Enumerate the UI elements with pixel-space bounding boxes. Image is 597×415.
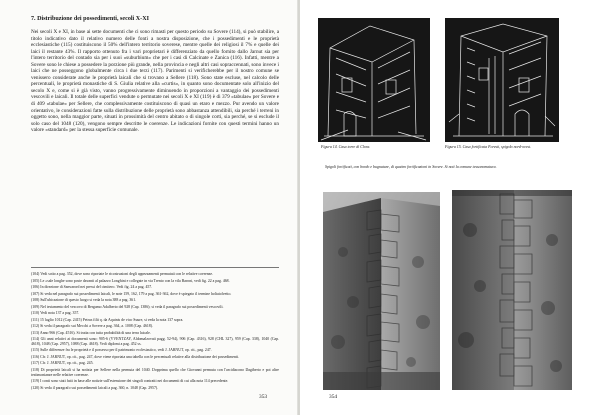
footnote: (111) 15 luglio 1012 (Cap. 2415) Petrus filii q. da Aquinis de vico Suure, si veda la nota 137 sopra.	[31, 317, 184, 322]
footnote: (115) Sulle differenze fra le proprietà e il possesso per il patrimonio ecclesiastico, vedi J. JARNUT, op. cit., pag. 247.	[31, 348, 212, 353]
figure-14-sketch	[318, 18, 430, 142]
footnote: (107) Si veda nel paragrafo sui possedimenti laicali, le note 159, 162, 179 a pag. 361-362, dove è spiegato il termine holtaiolvetto.	[31, 291, 232, 296]
footnote: (110) Vedi nota 137 a pag. 357.	[31, 311, 80, 315]
footnote: (118) Di proprietà laicali si ha notizia per Sellere nella permuta del 1040. Dopprima quello che Giovanni permuta con l'arcidiacono Dagiberto e poi altre testimonianze nelle relative coerenze.	[31, 367, 279, 377]
footnote: (106) In direzione di Sanvarord nei pressi del cimitero. Vedi fig. 24 a pag. 457.	[31, 285, 153, 289]
footnote: (105) Le «sale longhe sono poste davanti al palazzo Longhini e collegate in via Trento con la vila Baroni, vedi fig. 22 a pag. 468.	[31, 278, 230, 283]
footnote: (108) Sull'ubicazione di questo luogo si veda la nota 388 a pag. 361.	[31, 298, 137, 302]
footnote: (114) Gli anni relativi ai documenti sono: 905-6 (VVENTZAY, Aldomalzovati pagg. 52-94), 906 (Cap. 4316), 928 (CHL 327), 959 (Cap. 338), 1040 (Cap. 4618), 1048 (Cap. 2957), 1088 (Cap. 4618). Vedi diplomi a pag. 452 ss.	[31, 337, 279, 346]
footnotes	[31, 272, 279, 392]
footnote: (117) Cfr. J. JARNUT, op. cit., pag. 245.	[31, 361, 94, 366]
footnote: (109) Nel testamento del vescovo di Bergamo Adalberto del 928 (Cap. 1386); si veda il paragrafo sui possedimenti vescovili.	[31, 304, 224, 309]
footnote: (112) Si veda il paragrafo sui Mecchi a Sovere a pag. 364, a. 1008 (Cap. 4618).	[31, 324, 153, 328]
photo-fortified-corner-1	[323, 192, 440, 390]
photos-caption: Spigoli fortificati, con bordo e bugnature, di quattro fortificazioni in Sovere. Si noti la comune tessonomatura.	[325, 165, 497, 169]
footnote-divider	[31, 267, 279, 268]
figure-15-sketch	[445, 18, 559, 142]
footnote: (119) I conti sono stati fatti in base alle notizie sull'estensione dei singoli contratti nei documenti di cui alla nota 114 precedente.	[31, 379, 229, 384]
chapter-title: 7. Distribuzione dei possedimenti, secoli X-XI	[31, 16, 149, 22]
page-number-right: 354	[329, 394, 338, 400]
photo-fortified-corner-2	[452, 190, 572, 390]
footnote: (120) Si veda il paragrafo sui possedimenti laicali a pag. 360, n. 1048 (Cap. 2957).	[31, 385, 159, 390]
page-number-left: 353	[259, 394, 268, 400]
figure-14-caption: Figura 14. Casa torre di Clora.	[321, 145, 371, 149]
footnote: (116) Cfr. J. JARNUT, op. cit., pag. 247, dove viene riportata una tabella con le percentuali relative alla distribuzione dei possedimenti.	[31, 354, 240, 359]
footnote: (113) Anno 966 (Cap. 4516). Si tratta con tutta probabilità di una terra laicale.	[31, 330, 151, 335]
body-text: Nei secoli X e XI, in base ai sette documenti che ci sono rimasti per questo periodo su Sovere (114), si può stabilire, a titolo indicativo dato il relativo numero delle fonti a nostra disposizione, che i possedimenti e le proprietà ecclesiastiche (115) costituiscono il 50% dell'intero territorio soverese, mentre quelle dei religiosi il 7% e quelle dei laici il restante 43%. Il rapporto ottenuto fra i vari proprietari è differenziato da quello fornito dallo Jarnut sia per l'intero territorio del contado sia per i suoi «suburbium» che per i casi di Calcinate e Zanica (116). Infatti, mentre a Sovere sono le chiese a possedere la porzione più grande, nella provincia e negli altri casi sopraccennati, sono invece i laici che ne posseggono globalmente circa i due terzi (117). Parimenti si verificherebbe per il nostro comune se venissero considerate anche le proprietà laicali che si trovano a Sellere (118). Sono state escluse, nel calcolo delle percentuali, le proprietà monastiche di S. Giulia relative alla «curtis», in quanto sono documentate solo all'inizio del secolo X e, come si è già visto, vanno progressivamente diminuendo in proporzioni a vantaggio dei possedimenti vescovili e laicali. Il totale delle superfici vendute o permutate nei secoli X e XI (119) è di 379 «tabulae» per Sovere e di 409 «tabulae» per Sellere, che complessivamente costituiscono di quasi un etaro e mezzo. Pur avendo un valore orientativo, le considerazioni fatte sulla distribuzione delle proprietà sono abbastanza attendibili, sia perché i terreni in oggetto sono, nella maggior parte, situati in prossimità del centro abitato o di singole corti, sia perché, se si esclude il solo caso del 1048 (120), vengono sempre descritte le coerenze. Le indicazioni fornite con questi termini hanno un valore «standard» per la stessa superficie comunale.	[31, 29, 279, 134]
footnote: (104) Vedi sotto a pag. 352, dove sono riportate le ricostruzioni degli appezzamenti permutati con le relative coerenze.	[31, 272, 214, 276]
figure-15-caption: Figura 15. Casa fortificata Foresti, spigolo nord-ovest.	[445, 145, 532, 149]
